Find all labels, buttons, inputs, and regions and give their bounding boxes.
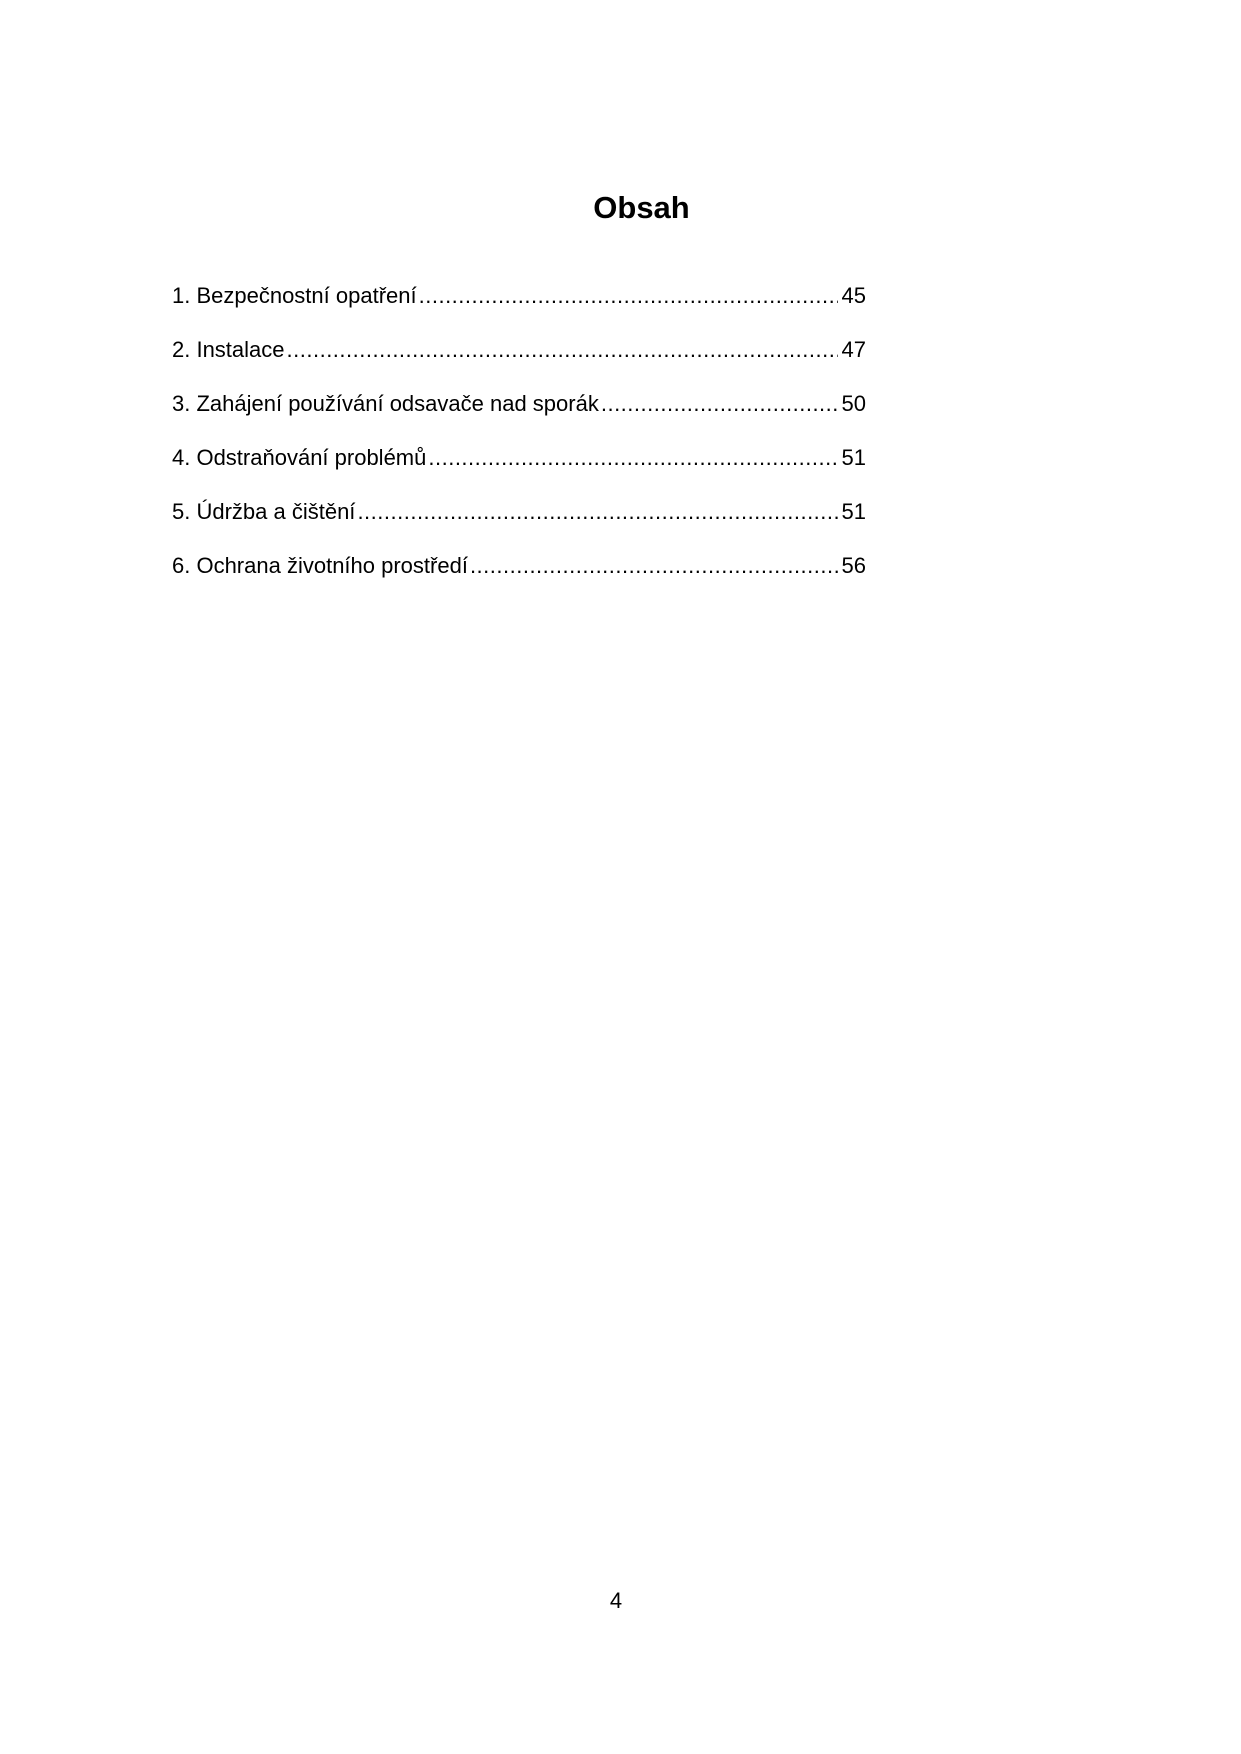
table-of-contents [172, 278, 866, 602]
toc-entry [172, 278, 866, 332]
toc-dot-leader [601, 386, 838, 422]
toc-entry-label: 2. Instalace [172, 337, 285, 362]
page-number: 4 [609, 1588, 623, 1613]
page-title: Obsah [593, 190, 690, 225]
toc-entry-page: 45 [841, 283, 866, 308]
toc-entry-label: 5. Údržba a čištění [172, 499, 356, 524]
toc-dot-leader [357, 494, 837, 530]
toc-entry [172, 548, 866, 602]
toc-dot-leader [428, 440, 837, 476]
toc-entry [172, 332, 866, 386]
toc-entry [172, 440, 866, 494]
toc-entry-page: 51 [841, 445, 866, 470]
toc-entry-label: 6. Ochrana životního prostředí [172, 553, 468, 578]
toc-entry-page: 50 [841, 391, 866, 416]
toc-entry [172, 494, 866, 548]
toc-entry-label: 3. Zahájení používání odsavače nad sporák [172, 391, 599, 416]
toc-entry-label: 1. Bezpečnostní opatření [172, 283, 417, 308]
toc-dot-leader [470, 548, 838, 584]
toc-entry [172, 386, 866, 440]
toc-entry-page: 51 [841, 499, 866, 524]
toc-dot-leader [419, 278, 838, 314]
toc-entry-label: 4. Odstraňování problémů [172, 445, 427, 470]
toc-entry-page: 56 [841, 553, 866, 578]
toc-entry-page: 47 [841, 337, 866, 362]
toc-dot-leader [287, 332, 838, 368]
